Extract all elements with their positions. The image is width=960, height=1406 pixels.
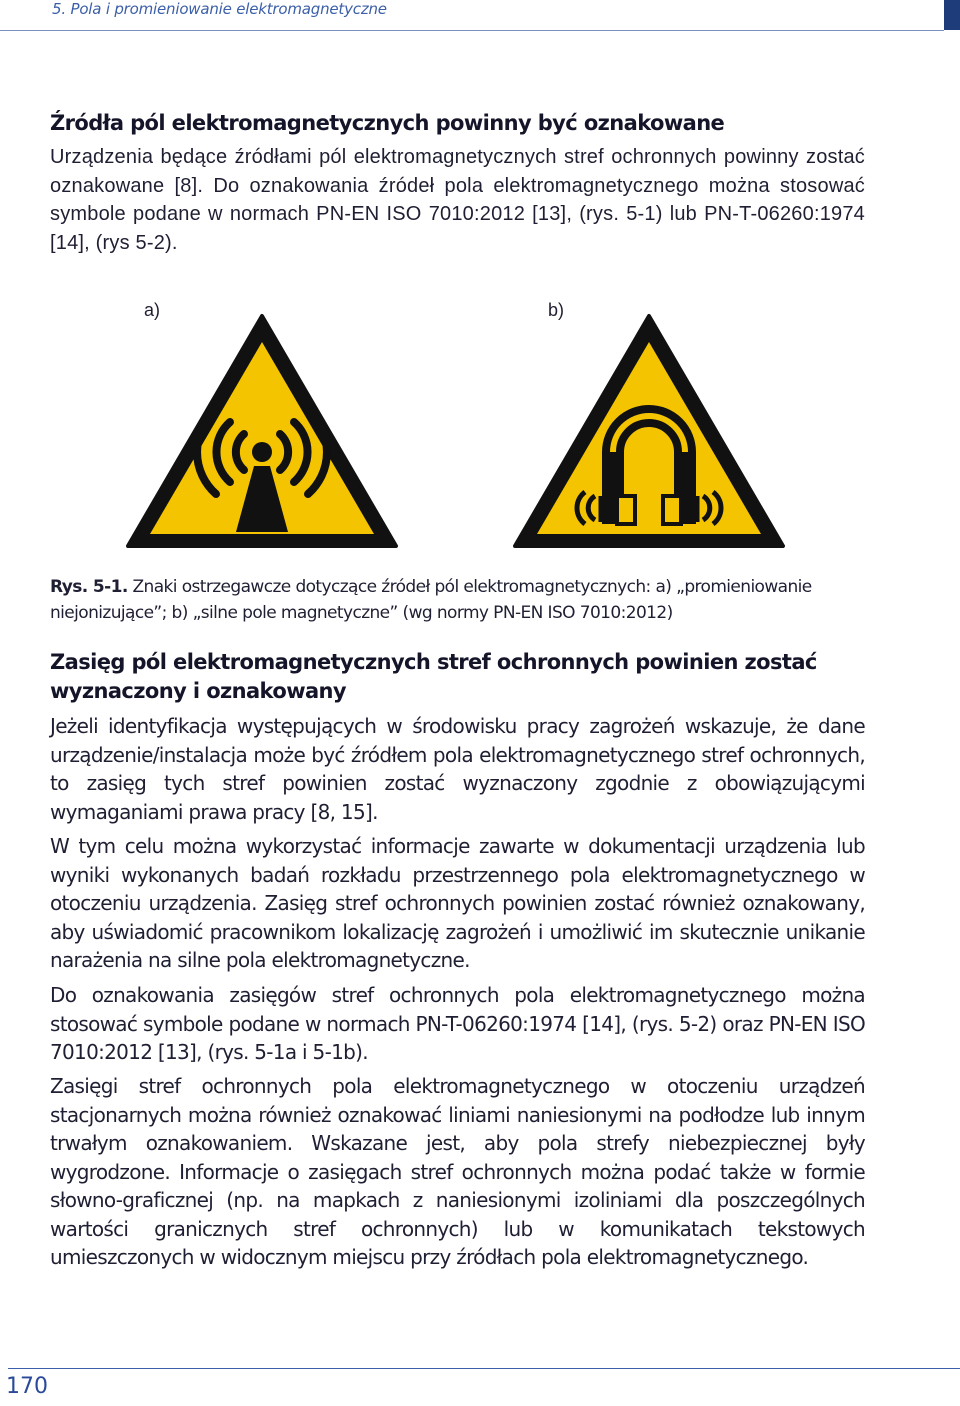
caption-label: Rys. 5-1. (50, 577, 128, 597)
paragraph-marking-symbols: Do oznakowania zasięgów stref ochronnych pola elektromagnetycznego można stosować symbole podane w normach PN-T-06260:1974 [14], (rys. 5-2) oraz PN-EN ISO 7010:2012 [13], (rys. 5-1a i 5-1b). (50, 983, 865, 1064)
figure-label-b: b) (548, 300, 565, 320)
corner-mark (944, 0, 960, 30)
header-rule (0, 30, 944, 31)
footer-rule (8, 1368, 960, 1369)
page-header (0, 0, 960, 30)
page-number: 170 (6, 1374, 48, 1399)
paragraph-floor-lines: Zasięgi stref ochronnych pola elektromagnetycznego w otoczeniu urządzeń stacjonarnych można również oznakować liniami naniesionymi na podłodze lub innym trwałym oznakowaniem. Wskazane jest, aby pola strefy niebezpiecznej były wygrodzone. Informacje o zasięgach stref ochronnych można podać także w formie słowno-graficznej (np. na mapkach z naniesionymi izoliniami dla poszczególnych wartości granicznych stref ochronnych) lub w komunikatach tekstowych umieszczonych w widocznym miejscu przy źródłach pola elektromagnetycznego. (50, 1074, 865, 1269)
magnetic-field-icon (509, 310, 789, 552)
paragraph-identification: Jeżeli identyfikacja występujących w środowisku pracy zagrożeń wskazuje, że dane urządzenie/instalacja może być źródłem pola elektromagnetycznego stref ochronnych, to zasięg tych stref powinien zostać wyznaczony zgodnie z obowiązującymi wymaganiami prawa pracy [8, 15]. (50, 714, 865, 824)
section-heading-sources: Źródła pól elektromagnetycznych powinny być oznakowane (50, 111, 725, 135)
running-title: 5. Pola i promieniowanie elektromagnetyczne (52, 0, 387, 18)
paragraph-sources: Urządzenia będące źródłami pól elektromagnetycznych stref ochronnych powinny zostać oznakowane [8]. Do oznakowania źródeł pola elektromagnetycznego można stosować symbole podane w normach PN-EN ISO 7010:2012 [13], (rys. 5-1) lub PN-T-06260:1974 [14], (rys 5-2). (50, 146, 865, 254)
caption-text: Znaki ostrzegawcze dotyczące źródeł pól elektromagnetycznych: a) „promieniowanie niejonizujące”; b) „silne pole magnetyczne” (wg normy PN-EN ISO 7010:2012) (50, 577, 812, 623)
paragraph-documentation: W tym celu można wykorzystać informacje zawarte w dokumentacji urządzenia lub wyniki wykonanych badań rozkładu przestrzennego pola elektromagnetycznego w otoczeniu urządzenia. Zasięg stref ochronnych powinien zostać również oznakowany, aby uświadomić pracownikom lokalizację zagrożeń i umożliwić im skutecznie unikanie narażenia na silne pola elektromagnetyczne. (50, 834, 865, 972)
non-ionizing-radiation-icon (122, 310, 402, 552)
figure-label-a: a) (144, 300, 161, 320)
section-heading-range: Zasięg pól elektromagnetycznych stref ochronnych powinien zostać wyznaczony i oznakowany (50, 650, 817, 703)
figure-caption (50, 574, 865, 626)
